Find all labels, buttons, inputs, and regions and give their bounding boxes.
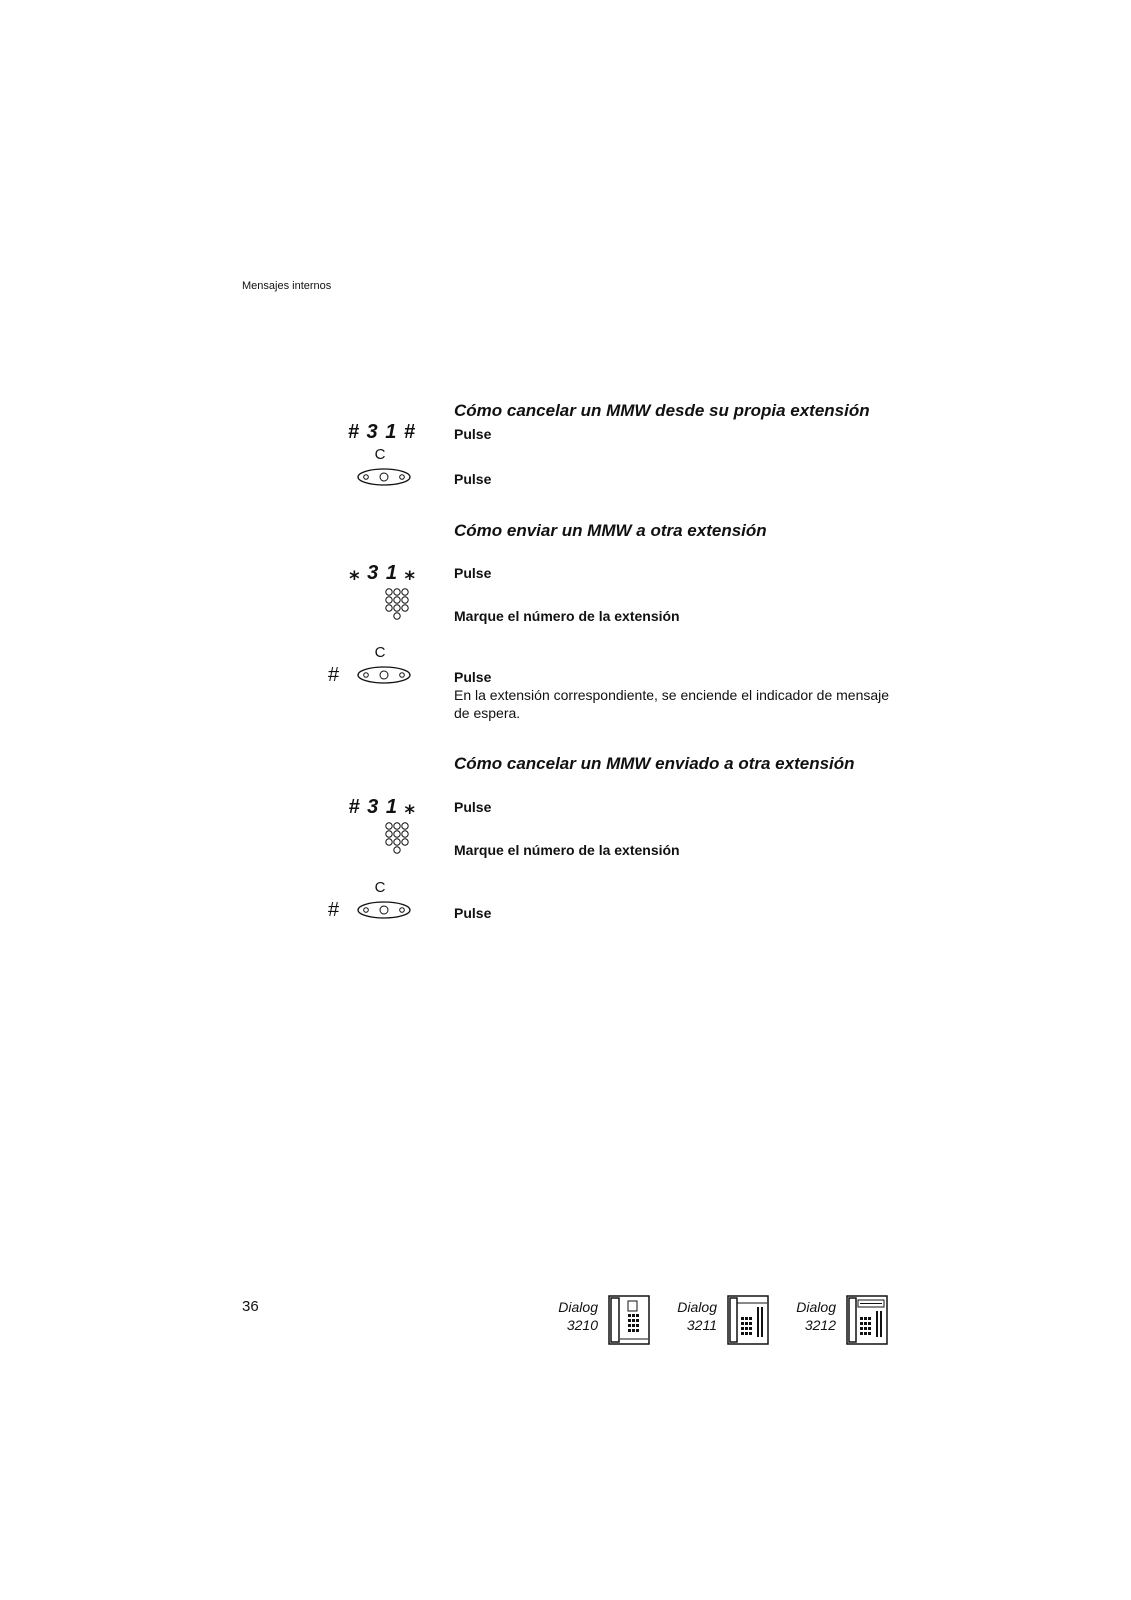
phone-3212-icon [846, 1295, 890, 1347]
step-instruction: Pulse [454, 565, 492, 581]
step-instruction: Pulse [454, 471, 492, 487]
step-instruction: Pulse [454, 669, 492, 685]
page-number: 36 [242, 1298, 259, 1315]
section-header: Mensajes internos [242, 280, 332, 292]
model-name: Dialog [796, 1299, 836, 1315]
model-number: 3211 [686, 1317, 717, 1333]
step-instruction: Marque el número de la extensión [454, 842, 680, 858]
model-3211-label [657, 1298, 717, 1334]
model-name: Dialog [677, 1299, 717, 1315]
keypad-icon [385, 588, 415, 628]
clear-key-icon [356, 467, 412, 487]
code-send: ⁎ 3 1 ⁎ [349, 562, 416, 584]
model-number: 3212 [804, 1317, 836, 1333]
clear-key-label: C [374, 446, 386, 463]
step-note: En la extensión correspondiente, se enciende el indicador de mensaje de espera. [454, 687, 890, 721]
step-instruction: Pulse [454, 905, 492, 921]
hash-key: # [328, 664, 340, 686]
step-instruction: Marque el número de la extensión [454, 608, 680, 624]
clear-key-label: C [374, 879, 386, 896]
code-cancel-own: # 3 1 # [347, 421, 416, 443]
clear-key-icon [356, 665, 412, 685]
model-3210-label [538, 1298, 598, 1334]
phone-3210-icon [608, 1295, 652, 1347]
keypad-icon [385, 822, 415, 862]
clear-key-icon [356, 900, 412, 920]
section-title-cancel-sent: Cómo cancelar un MMW enviado a otra extensión [454, 754, 855, 773]
model-name: Dialog [558, 1299, 598, 1315]
hash-key: # [328, 899, 340, 921]
section-title-send: Cómo enviar un MMW a otra extensión [454, 521, 767, 540]
phone-3211-icon [727, 1295, 771, 1347]
model-number: 3210 [566, 1317, 598, 1333]
model-3212-label [776, 1298, 836, 1334]
section-title-cancel-own: Cómo cancelar un MMW desde su propia extensión [454, 401, 870, 420]
step-instruction: Pulse [454, 799, 492, 815]
code-cancel-sent: # 3 1 ⁎ [348, 796, 416, 818]
clear-key-label: C [374, 644, 386, 661]
step-instruction: Pulse [454, 426, 492, 442]
